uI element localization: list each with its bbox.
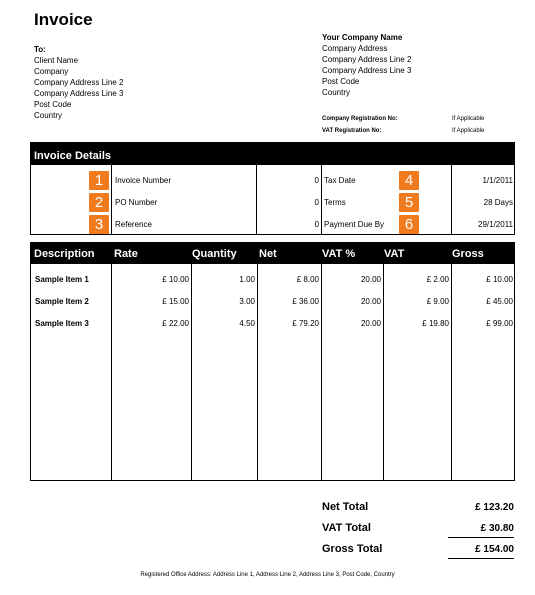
gross-total-label: Gross Total	[322, 543, 383, 555]
item-net: £ 8.00	[296, 275, 319, 284]
table-row	[31, 313, 514, 335]
badge-3: 3	[89, 215, 109, 234]
item-quantity: 4.50	[239, 319, 255, 328]
item-gross: £ 10.00	[486, 275, 513, 284]
invoice-details-header: Invoice Details	[30, 142, 515, 165]
item-gross: £ 45.00	[486, 297, 513, 306]
items-table-header	[30, 242, 515, 264]
registered-office-footer: Registered Office Address: Address Line 1, Address Line 2, Address Line 3, Post Code, Country	[140, 572, 395, 578]
badge-4: 4	[399, 171, 419, 190]
gross-total-underline	[448, 558, 514, 559]
company-line: Country	[322, 88, 351, 97]
badge-5: 5	[399, 193, 419, 212]
terms-value: 28 Days	[483, 198, 513, 207]
col-vat: VAT	[384, 248, 405, 260]
client-line: Company	[34, 67, 69, 76]
item-rate: £ 22.00	[162, 319, 189, 328]
reference-value: 0	[314, 220, 319, 229]
reference-label: Reference	[115, 220, 152, 229]
client-line: Company Address Line 3	[34, 89, 124, 98]
to-label: To:	[34, 45, 46, 54]
item-quantity: 1.00	[239, 275, 255, 284]
invoice-details-table	[30, 165, 515, 235]
details-row	[31, 170, 514, 191]
vat-registration-label: VAT Registration No:	[322, 128, 382, 134]
invoice-title: Invoice	[34, 10, 93, 29]
item-description: Sample Item 2	[35, 297, 89, 306]
client-line: Country	[34, 111, 63, 120]
table-row	[31, 291, 514, 313]
vat-total-underline	[448, 537, 514, 538]
net-total-value: £ 123.20	[475, 502, 514, 513]
terms-label: Terms	[324, 198, 346, 207]
col-rate: Rate	[114, 248, 138, 260]
company-address-block	[322, 32, 411, 98]
company-registration-value: If Applicable	[452, 116, 485, 122]
company-line: Company Address	[322, 44, 388, 53]
item-vat-percent: 20.00	[360, 319, 381, 328]
client-address-block	[34, 44, 123, 121]
item-net: £ 36.00	[292, 297, 319, 306]
item-description: Sample Item 1	[35, 275, 89, 284]
badge-2: 2	[89, 193, 109, 212]
col-quantity: Quantity	[192, 248, 237, 260]
client-line: Post Code	[34, 100, 72, 109]
invoice-number-value: 0	[314, 176, 319, 185]
company-line: Company Address Line 3	[322, 66, 412, 75]
items-table	[30, 264, 515, 481]
item-gross: £ 99.00	[486, 319, 513, 328]
vat-registration-value: If Applicable	[452, 128, 485, 134]
item-vat-percent: 20.00	[360, 275, 381, 284]
vat-total-value: £ 30.80	[480, 523, 514, 534]
item-vat: £ 19.80	[422, 319, 449, 328]
net-total-label: Net Total	[322, 501, 369, 513]
item-net: £ 79.20	[292, 319, 319, 328]
details-row	[31, 192, 514, 213]
tax-date-label: Tax Date	[324, 176, 356, 185]
gross-total-value: £ 154.00	[475, 544, 514, 555]
registration-values	[452, 113, 484, 137]
item-rate: £ 10.00	[162, 275, 189, 284]
vat-total-label: VAT Total	[322, 522, 371, 534]
details-row	[31, 214, 514, 235]
po-number-value: 0	[314, 198, 319, 207]
company-line: Post Code	[322, 77, 360, 86]
registration-labels	[322, 113, 398, 137]
item-vat: £ 9.00	[426, 297, 449, 306]
tax-date-value: 1/1/2011	[482, 176, 513, 185]
col-vat-percent: VAT %	[322, 248, 356, 260]
col-gross: Gross	[452, 248, 484, 260]
item-rate: £ 15.00	[162, 297, 189, 306]
item-vat: £ 2.00	[426, 275, 449, 284]
invoice-number-label: Invoice Number	[115, 176, 172, 185]
client-line: Company Address Line 2	[34, 78, 124, 87]
badge-1: 1	[89, 171, 109, 190]
client-line: Client Name	[34, 56, 79, 65]
company-line: Company Address Line 2	[322, 55, 412, 64]
table-row	[31, 269, 514, 291]
po-number-label: PO Number	[115, 198, 158, 207]
company-registration-label: Company Registration No:	[322, 116, 398, 122]
item-description: Sample Item 3	[35, 319, 89, 328]
col-net: Net	[259, 248, 277, 260]
item-quantity: 3.00	[239, 297, 255, 306]
company-name: Your Company Name	[322, 33, 403, 42]
badge-6: 6	[399, 215, 419, 234]
payment-due-label: Payment Due By	[324, 220, 385, 229]
item-vat-percent: 20.00	[360, 297, 381, 306]
col-description: Description	[34, 248, 95, 260]
payment-due-value: 29/1/2011	[478, 220, 513, 229]
